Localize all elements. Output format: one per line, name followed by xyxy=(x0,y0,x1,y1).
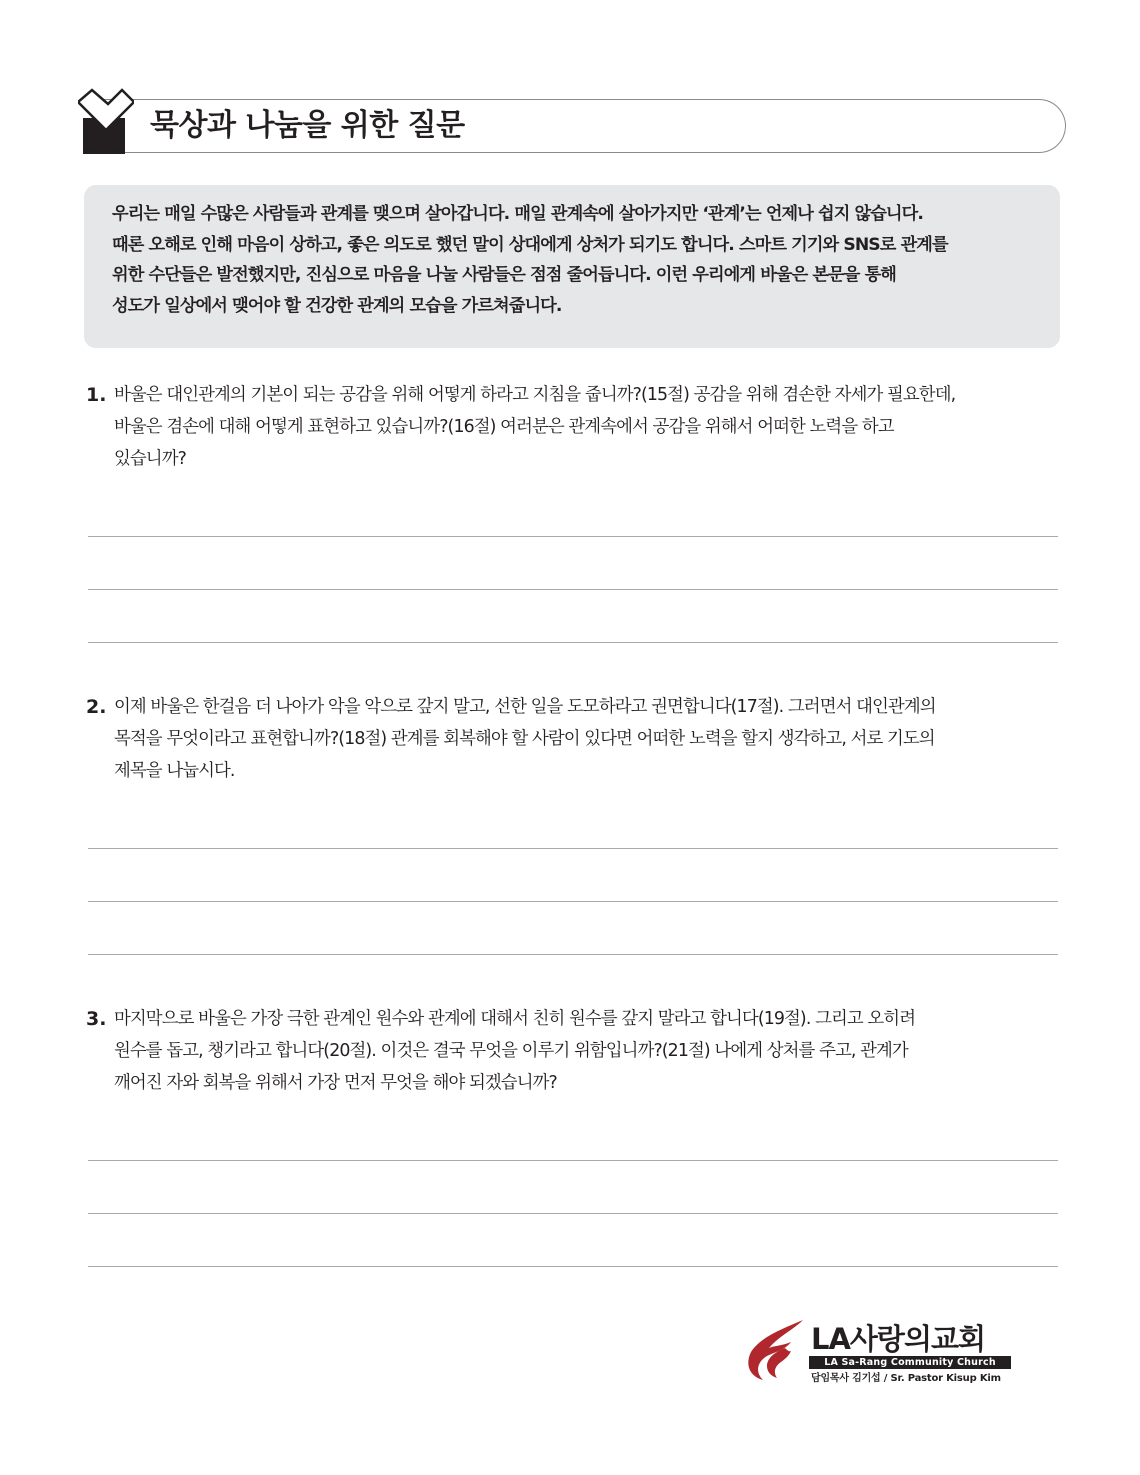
question-text xyxy=(114,691,1074,787)
question-text xyxy=(114,1003,1074,1099)
answer-line[interactable] xyxy=(88,848,1058,849)
checkbox-check-icon xyxy=(78,88,134,156)
page-title: 묵상과 나눔을 위한 질문 xyxy=(150,108,465,143)
question-line: 깨어진 자와 회복을 위해서 가장 먼저 무엇을 해야 되겠습니까? xyxy=(114,1073,557,1093)
question-line: 원수를 돕고, 챙기라고 합니다(20절). 이것은 결국 무엇을 이루기 위함입니까?(21절) 나에게 상처를 주고, 관계가 xyxy=(114,1041,908,1061)
intro-line: 성도가 일상에서 맺어야 할 건강한 관계의 모습을 가르쳐줍니다. xyxy=(112,295,562,316)
answer-line[interactable] xyxy=(88,901,1058,902)
question-number: 2. xyxy=(86,696,107,718)
answer-line[interactable] xyxy=(88,1213,1058,1214)
church-logo xyxy=(745,1318,1035,1398)
question-number: 3. xyxy=(86,1008,107,1030)
answer-line[interactable] xyxy=(88,589,1058,590)
question-line: 바울은 겸손에 대해 어떻게 표현하고 있습니까?(16절) 여러분은 관계속에서 공감을 위해서 어떠한 노력을 하고 xyxy=(114,417,894,437)
answer-line[interactable] xyxy=(88,1266,1058,1267)
question-line: 바울은 대인관계의 기본이 되는 공감을 위해 어떻게 하라고 지침을 줍니까?(15절) 공감을 위해 겸손한 자세가 필요한데, xyxy=(114,385,956,405)
answer-line[interactable] xyxy=(88,1160,1058,1161)
flame-logo-icon xyxy=(745,1318,809,1382)
answer-line[interactable] xyxy=(88,536,1058,537)
question-line: 제목을 나눕시다. xyxy=(114,761,235,781)
intro-line: 위한 수단들은 발전했지만, 진심으로 마음을 나눌 사람들은 점점 줄어듭니다. 이런 우리에게 바울은 본문을 통해 xyxy=(112,265,896,285)
church-subtitle: LA Sa-Rang Community Church xyxy=(809,1356,1011,1369)
question-text xyxy=(114,379,1074,475)
question-line: 목적을 무엇이라고 표현합니까?(18절) 관계를 회복해야 할 사람이 있다면 어떠한 노력을 할지 생각하고, 서로 기도의 xyxy=(114,729,935,749)
answer-line[interactable] xyxy=(88,642,1058,643)
answer-line[interactable] xyxy=(88,954,1058,955)
question-line: 있습니까? xyxy=(114,449,186,469)
intro-line: 때론 오해로 인해 마음이 상하고, 좋은 의도로 했던 말이 상대에게 상처가 되기도 합니다. 스마트 기기와 SNS로 관계를 xyxy=(112,234,948,255)
question-line: 이제 바울은 한걸음 더 나아가 악을 악으로 갚지 말고, 선한 일을 도모하라고 권면합니다(17절). 그러면서 대인관계의 xyxy=(114,697,936,717)
question-number: 1. xyxy=(86,384,107,406)
church-name: LA사랑의교회 xyxy=(811,1322,985,1356)
pastor-name: 담임목사 김기섭 / Sr. Pastor Kisup Kim xyxy=(811,1373,1001,1384)
intro-line: 우리는 매일 수많은 사람들과 관계를 맺으며 살아갑니다. 매일 관계속에 살아가지만 ‘관계’는 언제나 쉽지 않습니다. xyxy=(112,204,923,224)
question-line: 마지막으로 바울은 가장 극한 관계인 원수와 관계에 대해서 친히 원수를 갚지 말라고 합니다(19절). 그리고 오히려 xyxy=(114,1009,916,1029)
intro-box xyxy=(84,185,1060,348)
